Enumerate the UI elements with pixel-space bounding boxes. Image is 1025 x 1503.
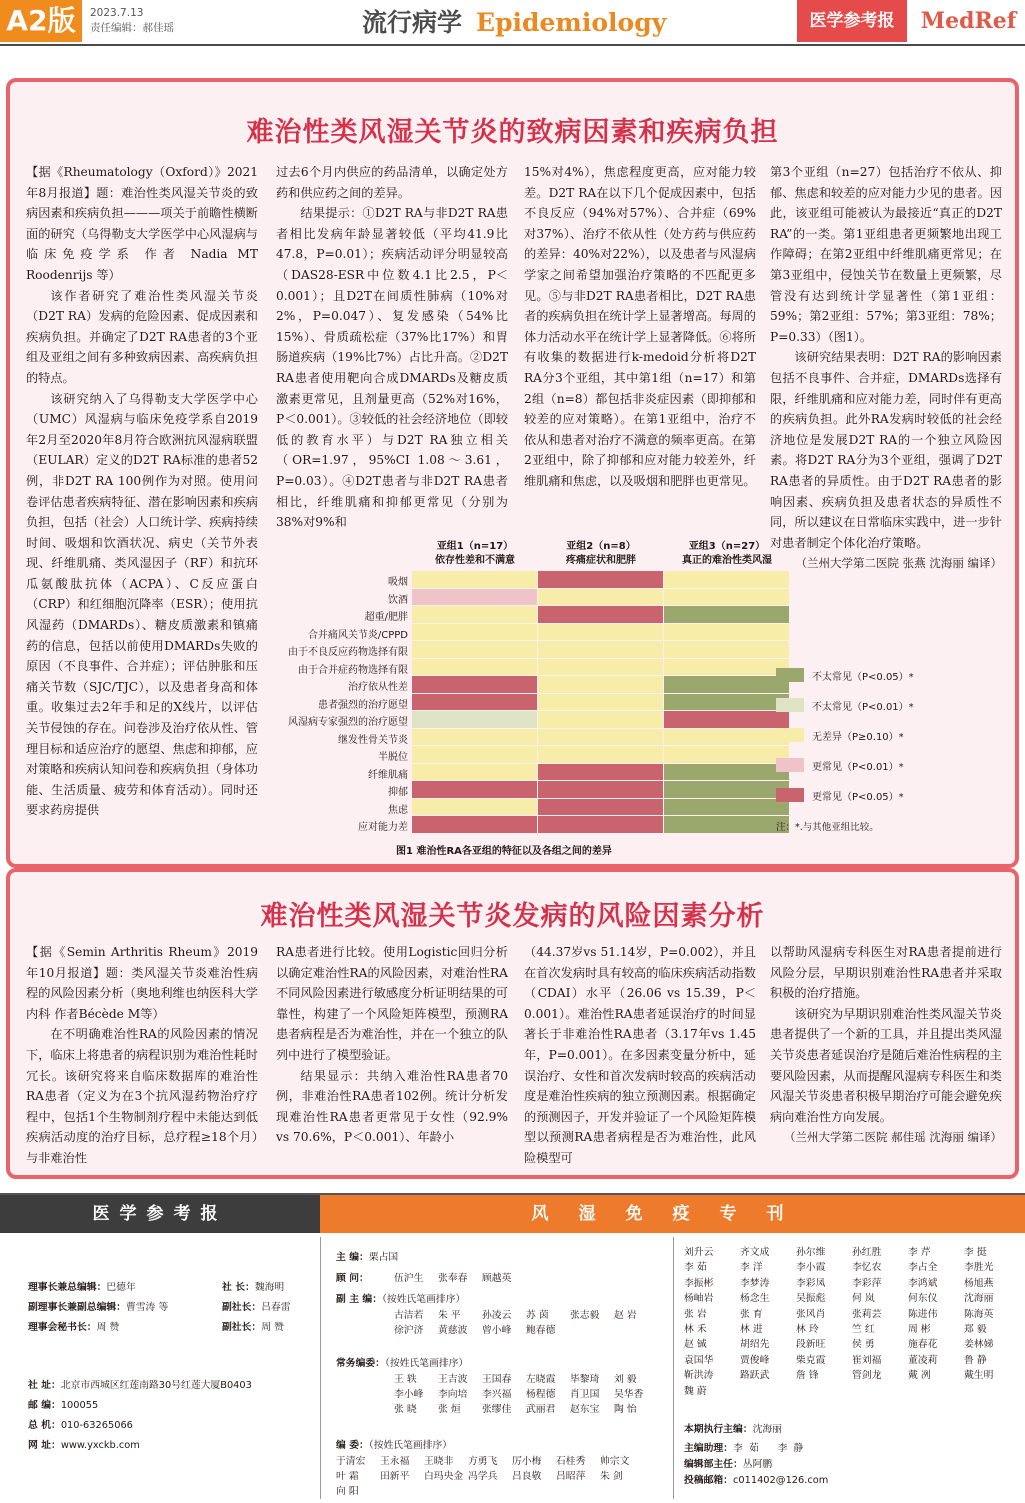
person-name: 孙凌云 <box>482 1310 512 1321</box>
contact-label: 总 机： <box>28 1420 61 1431</box>
person-name: 柴克霞 <box>796 1354 826 1366</box>
person-name: 杨旭燕 <box>964 1277 994 1289</box>
role-label: 常务编委： <box>336 1358 385 1369</box>
person-name: 施春花 <box>908 1339 938 1351</box>
person-name: 王吉波 <box>438 1374 468 1385</box>
paragraph: 结果显示：共纳入难治性RA患者70例，非难治性RA患者102例。统计分析发现难治性RA患者更常见于女性（92.9% vs 70.6%，P＜0.001）、年龄小 <box>276 1068 508 1145</box>
figure-caption: 图1 难治性RA各亚组的特征以及各组之间的差异 <box>396 846 612 857</box>
heatmap-cell <box>538 676 663 693</box>
heatmap-cell <box>664 606 789 623</box>
person-name: 李鸿斌 <box>908 1277 938 1289</box>
contact-value: 100055 <box>60 1400 99 1411</box>
paragraph: 该作者研究了难治性类风湿关节炎（D2T RA）发病的危险因素、促成因素和疾病负担。并确定了D2T RA患者的3个亚组及亚组之间有多种致病因素、高疾病负担的特点。 <box>26 288 258 385</box>
heatmap-row-label: 焦虑 <box>388 804 408 816</box>
heatmap-row-label: 风湿病专家强烈的治疗愿望 <box>288 717 408 728</box>
email-link[interactable]: c011402@126.com <box>732 1475 829 1486</box>
person-name: 张 育 <box>740 1308 763 1320</box>
paragraph: 结果提示：①D2T RA与非D2T RA患者相比发病年龄显著较低（平均41.9比47.8，P=0.01）；疾病活动评分明显较高（DAS28-ESR中位数4.1比2.5，P＜0.001）；且D2T在间质性肺病（10%对2%，P=0.047）、复发感染（54%比15%）、骨质疏松症（37%比17%）和胃肠道疾病（19%比7%）占比升高。②D2T RA患者使用靶向合成DMARDs及糖皮质激素更常见，且剂量更高（52%对16%，P＜0.001）。③较低的社会经济地位（即较低的教育水平）与D2T RA独立相关（OR=1.97，95%CI 1.08～3.61，P=0.03）。④D2T患者与非D2T RA患者相比，纤维肌痛和抑郁更常见（分别为38%对9%和 <box>276 206 508 530</box>
paragraph: 15%对4%），焦虑程度更高，应对能力较差。D2T RA在以下几个促成因素中，包括不良反应（94%对57%）、合并症（69%对37%）、治疗不依从性（处方药与供应药的差异：40%对22%），以及患者与风湿病学家之间希望加强治疗策略的不匹配更多见。⑤与非D2T RA患者相比，D2T RA患者的疾病负担在统计学上显著增高。每周的体力活动水平在统计学上显著降低。⑥将所有收集的数据进行k-medoid分析将D2T RA分3个亚组，其中第1组（n=17）和第2组（n=8）都包括非炎症因素（即抑郁和较差的应对策略）。在第1亚组中，治疗不依从和患者对治疗不满意的频率更高。在第2亚组中，除了抑郁和应对能力较差外，纤维肌痛和焦虑，以及吸烟和肥胖也更常见。 <box>524 165 756 488</box>
person-name: 朱 剑 <box>600 1471 623 1482</box>
heatmap-row-label: 抑郁 <box>388 787 408 798</box>
person-name: 吴华香 <box>614 1389 644 1400</box>
heatmap-row-label: 由于不良反应药物选择有限 <box>288 647 408 658</box>
heatmap-cell <box>538 641 663 658</box>
heatmap-cell <box>664 816 789 833</box>
heatmap-row-label: 合并痛风关节炎/CPPD <box>307 629 408 641</box>
role-label: 主编助理： <box>684 1443 733 1454</box>
person-name: 李胜光 <box>964 1262 994 1274</box>
person-name: 沈海丽 <box>964 1293 994 1305</box>
officer-name: 巴德年 <box>106 1282 136 1293</box>
person-name: 伍沪生 <box>394 1273 424 1284</box>
heatmap-cell <box>538 746 663 763</box>
exec-editor <box>684 1423 782 1437</box>
person-name: 石桂秀 <box>556 1456 586 1467</box>
heatmap-cell <box>664 589 789 606</box>
heatmap-cell <box>538 816 663 833</box>
person-name: 张奉春 <box>438 1273 468 1284</box>
person-name: 黄慈波 <box>438 1325 468 1336</box>
person-name: 张 烜 <box>438 1404 461 1415</box>
group-title: 亚组3（n=27） <box>688 541 766 552</box>
person-name: 赵东宝 <box>570 1404 600 1415</box>
heatmap-cell <box>412 589 537 606</box>
person-name: 孙红胜 <box>852 1247 882 1258</box>
person-name: 姜林娣 <box>964 1339 994 1351</box>
person-name: 李 茹 李 静 <box>732 1443 804 1454</box>
heatmap-row-label: 患者强烈的治疗愿望 <box>318 699 408 711</box>
heatmap-cell <box>538 711 663 728</box>
editor-assistants <box>684 1442 803 1456</box>
person-name: 苏 茵 <box>526 1310 549 1321</box>
heatmap-row-label: 超重/肥胖 <box>364 612 408 623</box>
officer-name: 周 赞 <box>96 1322 120 1333</box>
article-1-col-2 <box>276 162 508 533</box>
article-2-signature: （兰州大学第二医院 郝佳瑶 沈海丽 编译） <box>784 1130 1002 1145</box>
person-name: 方勇飞 <box>468 1456 498 1467</box>
person-name: 李彩凤 <box>796 1277 826 1289</box>
heatmap-cell <box>412 729 537 746</box>
officer-row <box>28 1321 119 1335</box>
heatmap-row-label: 饮酒 <box>388 594 408 606</box>
person-name: 杨念生 <box>740 1293 770 1305</box>
paragraph: （44.37岁vs 51.14岁，P=0.002），并且在首次发病时具有较高的临床疾病活动指数（CDAI）水平（26.06 vs 15.39，P＜0.001）。难治性RA患者延误治疗的时间显著长于非难治性RA患者（3.17年vs 1.45年，P=0.001）。在多因素变量分析中，延误治疗、女性和首次发病时较高的疾病活动度是难治性疾病的独立预测因素。根据确定的预测因子，开发并验证了一个风险矩阵模型以预测RA患者病程是否为难治性，此风险模型可 <box>524 945 756 1165</box>
article-1-col-1 <box>26 162 258 821</box>
section-title-cn: 流行病学 <box>362 8 463 37</box>
legend-note: 注：*.与其他亚组比较。 <box>776 822 879 833</box>
legend-item <box>776 757 904 773</box>
officer-name: 周 赞 <box>261 1322 284 1333</box>
person-name: 帅宗文 <box>600 1456 630 1467</box>
person-name: 李小霞 <box>796 1262 826 1274</box>
contact-label: 社 址： <box>28 1380 61 1391</box>
article-2-col-1 <box>26 942 258 1169</box>
person-name: 林 进 <box>740 1324 763 1336</box>
person-name: 鲁 静 <box>964 1354 987 1366</box>
person-name: 齐文成 <box>740 1247 770 1258</box>
heatmap-cell <box>664 746 789 763</box>
paragraph: 【据《Rheumatology（Oxford）》2021年8月报道】题：难治性类风湿关节炎的致病因素和疾病负担———项关于前瞻性横断面的研究（乌得勒支大学医学中心风湿病与临床免疫学系 作者 Nadia MT Roodenrijs 等） <box>26 165 258 282</box>
heatmap-cell <box>664 571 789 588</box>
masthead-title-left: 医学参考报 <box>0 1195 320 1233</box>
legend-item <box>776 787 904 803</box>
officer-title: 副社长： <box>222 1322 262 1333</box>
paragraph: 以帮助风湿病专科医生对RA患者提前进行风险分层，早期识别难治性RA患者并采取积极的治疗措施。 <box>770 945 1002 1001</box>
dept-director <box>684 1458 772 1472</box>
contact-label: 邮 编： <box>28 1400 61 1411</box>
heatmap-cell <box>538 606 663 623</box>
contact-phone <box>28 1419 133 1433</box>
paragraph: 该研究结果表明：D2T RA的影响因素包括不良事件、合并症，DMARDs选择有限，纤维肌痛和应对能力差，同时伴有更高的疾病负担。此外RA发病时较低的社会经济地位是发展D2T RA的一个独立风险因素。将D2T RA分为3个亚组，强调了D2T RA患者的异质性。由于D2T RA患者的影响因素、疾病负担及患者状态的异质性不同，所以建议在日常临床实践中，进一步针对患者制定个体化治疗策略。 <box>770 350 1002 550</box>
group-title: 亚组1（n=17） <box>436 541 514 552</box>
article-2-title: 难治性类风湿关节炎发病的风险因素分析 <box>260 901 765 932</box>
role-label: 本期执行主编： <box>684 1424 753 1435</box>
officer-row <box>28 1301 168 1315</box>
contact-website[interactable] <box>28 1439 140 1453</box>
person-name: 张 岩 <box>684 1308 707 1320</box>
standing-editors <box>336 1357 468 1371</box>
issue-date: 2023.7.13 <box>90 7 144 19</box>
group-header-1 <box>412 540 538 568</box>
person-name: 吕昭萍 <box>556 1471 586 1482</box>
board-names <box>336 1454 666 1499</box>
header-meta <box>90 6 174 36</box>
role-label: 顾 问： <box>336 1273 369 1284</box>
person-name: 林 玲 <box>796 1324 819 1336</box>
heatmap-cell <box>664 711 789 728</box>
heatmap-row-label: 纤维肌痛 <box>368 769 408 781</box>
person-name: 李兴福 <box>482 1389 512 1400</box>
person-name: 周 彬 <box>908 1324 931 1336</box>
person-name: 李小峰 <box>394 1389 424 1400</box>
deputies <box>336 1293 465 1307</box>
article-2-col-2 <box>276 942 508 1148</box>
person-name: 厉小梅 <box>512 1456 542 1467</box>
person-name: 叶 霜 <box>336 1471 359 1482</box>
article-2 <box>6 868 1019 1179</box>
responsible-editor: 责任编辑：郝佳瑶 <box>90 22 174 34</box>
person-name: 朱 平 <box>438 1310 461 1321</box>
legend-label: 更常见（P<0.05）* <box>812 791 904 803</box>
person-name: 李 芹 <box>908 1247 931 1258</box>
person-name: 赵 岩 <box>614 1310 637 1321</box>
advisors <box>336 1272 369 1286</box>
submission-email[interactable] <box>684 1474 828 1488</box>
heatmap-cell <box>412 641 537 658</box>
person-name: 杨程德 <box>526 1389 556 1400</box>
heatmap-cell <box>664 659 789 676</box>
contact-value: 010-63265066 <box>60 1420 133 1431</box>
person-name: 田新平 <box>380 1471 410 1482</box>
person-name: 袁国华 <box>684 1354 714 1366</box>
heatmap-row-label: 继发性骨关节炎 <box>338 734 408 746</box>
heatmap-cell <box>664 764 789 781</box>
advisor-names <box>394 1271 664 1286</box>
person-name: 张缪佳 <box>482 1404 512 1415</box>
role-label: 编 委： <box>336 1440 369 1451</box>
person-name: 吕良敬 <box>512 1471 542 1482</box>
heatmap-cell <box>412 799 537 816</box>
heatmap-cell <box>664 781 789 798</box>
person-name: 沈海丽 <box>752 1424 782 1435</box>
officer-row <box>222 1321 284 1335</box>
chief-editor <box>336 1251 398 1265</box>
brand-logo-cn: 医学参考报 <box>797 0 907 42</box>
heatmap-cell <box>664 676 789 693</box>
legend-swatch <box>776 668 804 682</box>
person-name: 李 茹 <box>684 1262 707 1274</box>
figure-1 <box>276 533 1012 858</box>
paragraph: 过去6个月内供应的药品清单，以确定处方药和供应药之间的差异。 <box>276 165 508 200</box>
officer-row <box>28 1281 136 1295</box>
officer-title: 副社长： <box>222 1302 262 1313</box>
heatmap-cell <box>412 764 537 781</box>
group-title: 亚组2（n=8） <box>566 541 636 552</box>
sort-note: （按姓氏笔画排序） <box>384 1358 469 1369</box>
divider <box>320 1237 321 1499</box>
person-name: 戴 冽 <box>908 1370 931 1382</box>
person-name: 杨岫岩 <box>684 1293 714 1305</box>
edition-label: A2版 <box>0 0 82 42</box>
heatmap-cell <box>412 694 537 711</box>
heatmap-cell <box>412 711 537 728</box>
person-name: 向 阳 <box>336 1486 359 1497</box>
person-name: 陶 怡 <box>614 1404 637 1415</box>
legend-item <box>776 667 914 683</box>
person-name: 张莉芸 <box>852 1308 882 1320</box>
board-names-right <box>684 1245 1022 1399</box>
article-2-col-3 <box>524 942 756 1169</box>
heatmap-cell <box>412 676 537 693</box>
heatmap-cell <box>538 781 663 798</box>
heatmap-cell <box>412 816 537 833</box>
legend-label: 不太常见（P<0.05）* <box>812 671 914 683</box>
legend-item <box>776 697 914 713</box>
legend-swatch <box>776 728 804 742</box>
heatmap-cell <box>538 694 663 711</box>
group-header-2 <box>538 540 664 568</box>
person-name: 李占全 <box>908 1262 938 1274</box>
officer-title: 理事会秘书长： <box>28 1322 97 1333</box>
legend-swatch <box>776 788 804 802</box>
heatmap-row-label: 由于合并症药物选择有限 <box>298 664 408 676</box>
person-name: 李向培 <box>438 1389 468 1400</box>
person-name: 徐沪济 <box>394 1325 424 1336</box>
legend-swatch <box>776 758 804 772</box>
officer-row <box>222 1281 284 1295</box>
person-name: 刘升云 <box>684 1247 714 1258</box>
person-name: 孙尔维 <box>796 1247 826 1258</box>
person-name: 何东仪 <box>908 1293 938 1305</box>
heatmap-cell <box>538 799 663 816</box>
paragraph: 该研究纳入了乌得勒支大学医学中心（UMC）风湿病与临床免疫学系自2019年2月至2020年8月符合欧洲抗风湿病联盟（EULAR）定义的D2T RA标准的患者52例，非D2T RA 100例作为对照。使用问卷评估患者疾病特征、潜在影响因素和疾病负担，包括（社会）人口统计学、疾病持续时间、吸烟和饮酒状况、病史（关节外表现、纤维肌痛、类风湿因子（RF）和抗环瓜氨酸肽抗体（ACPA）、C反应蛋白（CRP）和红细胞沉降率（ESR）；使用抗风湿药（DMARDs）、糖皮质激素和镇痛药的信息，包括以前使用DMARDs失败的原因（不良事件、合并症）；评估肿胀和压痛关节数（SJC/TJC），以及患者身高和体重。收集过去2年手和足的X线片，以评估关节侵蚀的存在。问卷涉及治疗依从性、管理目标和适应治疗的愿望、焦虑和抑郁，应对策略和疾病认知问卷和疾病负担（身体功能、生活质量、疲劳和体育活动）。同时还要求药房提供 <box>26 391 258 818</box>
article-1-signature: （兰州大学第二医院 张燕 沈海丽 编译） <box>795 556 1002 571</box>
person-name: 李梦涛 <box>740 1277 770 1289</box>
person-name: 张风肖 <box>796 1308 826 1320</box>
article-2-col-4 <box>770 942 1002 1148</box>
person-name: 戴生明 <box>964 1370 994 1382</box>
person-name: 董凌莉 <box>908 1354 938 1366</box>
heatmap-cell <box>412 659 537 676</box>
paragraph: RA患者进行比较。使用Logistic回归分析以确定难治性RA的风险因素，对难治性RA不同风险因素进行敏感度分析证明结果的可靠性，构建了一个风险矩阵模型，预测RA患者病程是否为难治性，并在一个独立的队列中进行了模型验证。 <box>276 945 508 1062</box>
masthead-title-right: 风湿免疫专刊 <box>320 1195 1025 1233</box>
legend-label: 不太常见（P<0.01）* <box>812 701 914 713</box>
person-name: 张 晓 <box>394 1404 417 1415</box>
brand-logo-en: MedRef <box>920 8 1017 34</box>
person-name: 郑 毅 <box>964 1324 987 1336</box>
person-name: 王晓非 <box>424 1456 454 1467</box>
person-name: 吴振彪 <box>796 1293 826 1305</box>
person-name: 毕黎琦 <box>570 1374 600 1385</box>
person-name: 李 洋 <box>740 1262 763 1274</box>
person-name: 何 岚 <box>852 1293 875 1305</box>
legend-swatch <box>776 698 804 712</box>
section-title <box>362 4 666 42</box>
person-name: 白玛央金 <box>424 1471 464 1482</box>
divider <box>673 1237 674 1499</box>
heatmap-row-label: 半脱位 <box>378 752 408 763</box>
heatmap-cell <box>412 571 537 588</box>
standing-editor-names <box>394 1372 664 1417</box>
group-subtitle: 疼痛症状和肥胖 <box>566 555 636 566</box>
heatmap-row-label: 吸烟 <box>388 577 408 588</box>
officer-row <box>222 1301 291 1315</box>
person-name: 赵 铖 <box>684 1339 707 1351</box>
article-1-col-4 <box>770 162 1002 574</box>
website-link[interactable]: www.yxckb.com <box>60 1440 140 1451</box>
person-name: 王永福 <box>380 1456 410 1467</box>
person-name: 冯学兵 <box>468 1471 498 1482</box>
contact-address <box>28 1379 252 1393</box>
paragraph: 在不明确难治性RA的风险因素的情况下，临床上将患者的病程识别为难治性耗时冗长。该研究将来自临床数据库的难治性RA患者（定义为在3个抗风湿药物治疗疗程中，包括1个生物制剂疗程中未能达到低疾病活动度的治疗目标，总疗程≥18个月）与非难治性 <box>26 1027 258 1165</box>
person-name: 詹 锋 <box>796 1370 819 1382</box>
sort-note: （按姓氏笔画排序） <box>382 1294 466 1305</box>
person-name: 于清宏 <box>336 1456 366 1467</box>
person-name: 王 轶 <box>394 1374 417 1385</box>
person-name: 竺 红 <box>852 1324 875 1336</box>
heatmap-cell <box>664 641 789 658</box>
heatmap-cell <box>538 624 663 641</box>
section-title-en: Epidemiology <box>476 8 667 37</box>
person-name: 李忆农 <box>852 1262 882 1274</box>
person-name: 贾俊峰 <box>740 1354 770 1366</box>
person-name: 李振彬 <box>684 1277 714 1289</box>
role-label: 编辑部主任： <box>684 1459 743 1470</box>
article-1-col-3 <box>524 162 756 492</box>
heatmap-row-label: 治疗依从性差 <box>348 682 408 693</box>
legend-item <box>776 727 904 743</box>
person-name: 李 挺 <box>964 1247 987 1258</box>
person-name: 王国春 <box>482 1374 512 1385</box>
person-name: 李彩萍 <box>852 1277 882 1289</box>
paragraph: 第3个亚组（n=27）包括治疗不依从、抑郁、焦虑和较差的应对能力少见的患者。因此，该亚组可能被认为最接近“真正的D2T RA”的一类。第1亚组患者更频繁地出现工作障碍；在第2亚组中纤维肌痛更常见；在第3亚组中，侵蚀关节在数量上更频繁，尽管没有达到统计学显著性（第1亚组：59%；第2亚组：57%；第3亚组：78%；P=0.33）（图1）。 <box>770 165 1002 344</box>
person-name: 肖卫国 <box>570 1389 600 1400</box>
heatmap-cell <box>664 729 789 746</box>
contact-zip <box>28 1399 98 1413</box>
contact-value: 北京市西城区红莲南路30号红莲大厦B0403 <box>60 1380 252 1391</box>
officer-title: 社 长： <box>222 1282 255 1293</box>
role-label: 副 主 编： <box>336 1294 383 1305</box>
heatmap-cell <box>538 764 663 781</box>
person-name: 鲍春德 <box>526 1325 556 1336</box>
contact-label: 网 址： <box>28 1440 61 1451</box>
officer-name: 曹雪涛 等 <box>125 1302 169 1313</box>
person-name: 张志毅 <box>570 1310 600 1321</box>
officer-name: 吕春雷 <box>261 1302 291 1313</box>
person-name: 路跃武 <box>740 1370 770 1382</box>
legend-label: 无差异（P≥0.10）* <box>812 731 904 743</box>
deputy-names <box>394 1308 664 1338</box>
page-header <box>0 0 1025 46</box>
person-name: 胡绍先 <box>740 1339 770 1351</box>
person-name: 管剑龙 <box>852 1370 882 1382</box>
masthead <box>0 1193 1025 1503</box>
heatmap-cell <box>412 746 537 763</box>
heatmap-cell <box>412 624 537 641</box>
heatmap-cell <box>538 659 663 676</box>
legend-label: 更常见（P<0.01）* <box>812 761 904 773</box>
heatmap-cell <box>412 606 537 623</box>
person-name: 丛阿鹏 <box>742 1459 773 1470</box>
person-name: 陈进伟 <box>908 1308 938 1320</box>
officer-title: 理事长兼总编辑： <box>28 1282 107 1293</box>
person-name: 靳洪涛 <box>684 1370 714 1382</box>
person-name: 侯 勇 <box>852 1339 875 1351</box>
person-name: 林 禾 <box>684 1324 707 1336</box>
person-name: 栗占国 <box>368 1252 399 1263</box>
heatmap-cell <box>538 729 663 746</box>
role-label: 主 编： <box>336 1252 369 1263</box>
person-name: 段新旺 <box>796 1339 826 1351</box>
paragraph: 【据《Semin Arthritis Rheum》2019年10月报道】题：类风湿关节炎难治性病程的风险因素分析（奥地利维也纳医科大学内科 作者Bécède M等） <box>26 945 258 1021</box>
group-header-3 <box>664 540 790 568</box>
heatmap-cell <box>538 571 663 588</box>
heatmap-cell <box>664 799 789 816</box>
person-name: 陈海英 <box>964 1308 994 1320</box>
heatmap-cell <box>412 781 537 798</box>
paragraph: 该研究为早期识别难治性类风湿关节炎患者提供了一个新的工具，并且提出类风湿关节炎患者延误治疗是随后难治性病程的主要风险因素，从而提醒风湿病专科医生和类风湿关节炎患者积极早期治疗可能会避免疾病向难治性方向发展。 <box>770 1006 1002 1124</box>
heatmap-cell <box>664 694 789 711</box>
group-subtitle: 真正的难治性类风湿 <box>682 555 772 566</box>
heatmap-cell <box>538 589 663 606</box>
heatmap-cell <box>664 624 789 641</box>
group-subtitle: 依存性差和不满意 <box>435 555 515 566</box>
person-name: 古洁若 <box>394 1310 424 1321</box>
officer-title: 副理事长兼副总编辑： <box>28 1302 126 1313</box>
role-label: 投稿邮箱： <box>684 1475 733 1486</box>
officer-name: 魏海明 <box>254 1282 285 1293</box>
article-1-title: 难治性类风湿关节炎的致病因素和疾病负担 <box>246 117 779 148</box>
editorial-board <box>336 1439 452 1453</box>
person-name: 崔刘福 <box>852 1354 882 1366</box>
person-name: 左晓霞 <box>526 1374 556 1385</box>
sort-note: （按姓氏笔画排序） <box>368 1440 453 1451</box>
person-name: 武丽君 <box>526 1404 556 1415</box>
person-name: 魏 蔚 <box>684 1385 707 1397</box>
person-name: 曾小峰 <box>482 1325 512 1336</box>
person-name: 刘 毅 <box>614 1374 637 1385</box>
heatmap-row-label: 应对能力差 <box>358 822 408 833</box>
person-name: 顾越英 <box>482 1273 512 1284</box>
